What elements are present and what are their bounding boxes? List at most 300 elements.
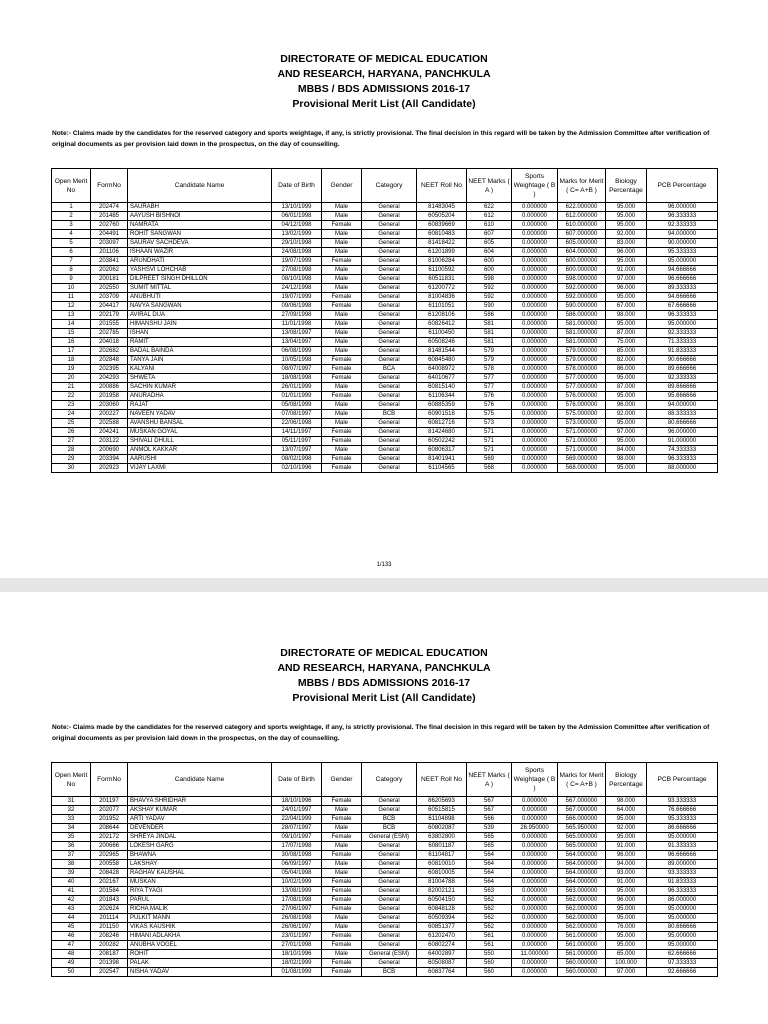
cell-candidate-name: AAYUSH BISHNOI [128,212,272,221]
cell-pcb-percentage: 94.000000 [647,230,718,239]
cell-biology-percentage: 87.000 [606,383,647,392]
cell-neet-roll-no: 82002121 [417,887,467,896]
cell-date-of-birth: 13/10/1999 [272,203,322,212]
cell-form-no: 201197 [91,797,128,806]
cell-form-no: 208246 [91,932,128,941]
cell-date-of-birth: 05/08/1999 [272,401,322,410]
cell-biology-percentage: 98.000 [606,311,647,320]
cell-category: General [362,797,417,806]
cell-candidate-name: ROHIT SANGWAN [128,230,272,239]
cell-sports-weightage: 0.000000 [512,932,558,941]
cell-pcb-percentage: 80.666666 [647,419,718,428]
cell-form-no: 208428 [91,869,128,878]
table-row [52,932,718,941]
cell-candidate-name: TANYA JAIN [128,356,272,365]
cell-merit-no: 27 [52,437,91,446]
cell-merit-no: 45 [52,923,91,932]
cell-form-no: 202682 [91,347,128,356]
column-header-marks-for-merit: Marks for Merit ( C= A+B ) [558,169,606,203]
cell-neet-roll-no: 60839669 [417,221,467,230]
cell-neet-marks: 571 [467,428,512,437]
table-row [52,923,718,932]
cell-date-of-birth: 08/10/1998 [272,275,322,284]
cell-date-of-birth: 22/06/1998 [272,419,322,428]
column-header-sports-weightage: Sports Weightage ( B ) [512,169,558,203]
cell-form-no: 203394 [91,455,128,464]
cell-category: General [362,266,417,275]
cell-gender: Male [322,266,362,275]
cell-form-no: 201958 [91,392,128,401]
cell-date-of-birth: 27/09/1998 [272,311,322,320]
column-header-biology-percentage: Biology Percentage [606,763,647,797]
cell-gender: Male [322,914,362,923]
cell-biology-percentage: 95.000 [606,419,647,428]
cell-date-of-birth: 26/08/1998 [272,914,322,923]
column-header-gender: Gender [322,169,362,203]
cell-merit-no: 1 [52,203,91,212]
table-row [52,878,718,887]
cell-pcb-percentage: 95.000000 [647,932,718,941]
cell-neet-roll-no: 60815140 [417,383,467,392]
column-header-pcb-percentage: PCB Percentage [647,763,718,797]
cell-gender: Female [322,428,362,437]
cell-sports-weightage: 0.000000 [512,392,558,401]
cell-neet-roll-no: 64010677 [417,374,467,383]
cell-category: General [362,428,417,437]
cell-neet-marks: 577 [467,383,512,392]
cell-marks-for-merit: 564.000000 [558,860,606,869]
cell-candidate-name: SUMIT MITTAL [128,284,272,293]
cell-neet-roll-no: 60845480 [417,356,467,365]
heading-line-1: DIRECTORATE OF MEDICAL EDUCATION [280,53,488,65]
cell-form-no: 201150 [91,923,128,932]
cell-candidate-name: PULKIT MANN [128,914,272,923]
cell-neet-marks: 612 [467,212,512,221]
cell-date-of-birth: 24/08/1998 [272,248,322,257]
cell-marks-for-merit: 610.000000 [558,221,606,230]
cell-pcb-percentage: 71.333333 [647,338,718,347]
cell-sports-weightage: 0.000000 [512,284,558,293]
cell-category: BCA [362,365,417,374]
cell-biology-percentage: 91.000 [606,842,647,851]
cell-neet-roll-no: 61104817 [417,851,467,860]
cell-category: General [362,302,417,311]
cell-neet-marks: 561 [467,932,512,941]
cell-pcb-percentage: 95.000000 [647,833,718,842]
table-row [52,356,718,365]
cell-marks-for-merit: 571.000000 [558,428,606,437]
cell-gender: Male [322,923,362,932]
cell-biology-percentage: 95.000 [606,257,647,266]
cell-biology-percentage: 83.000 [606,239,647,248]
cell-date-of-birth: 26/01/1999 [272,383,322,392]
cell-neet-marks: 592 [467,284,512,293]
cell-marks-for-merit: 562.000000 [558,905,606,914]
cell-candidate-name: SAURABH [128,203,272,212]
cell-merit-no: 10 [52,284,91,293]
table-row [52,455,718,464]
cell-gender: Male [322,842,362,851]
cell-form-no: 204417 [91,302,128,311]
cell-neet-roll-no: 61104565 [417,464,467,473]
cell-category: General [362,887,417,896]
cell-pcb-percentage: 92.333333 [647,329,718,338]
cell-neet-marks: 607 [467,230,512,239]
cell-sports-weightage: 0.000000 [512,896,558,905]
cell-neet-roll-no: 61208106 [417,311,467,320]
cell-neet-roll-no: 63802800 [417,833,467,842]
cell-sports-weightage: 0.000000 [512,320,558,329]
cell-category: BCB [362,410,417,419]
cell-pcb-percentage: 86.666666 [647,824,718,833]
cell-merit-no: 2 [52,212,91,221]
cell-form-no: 202588 [91,419,128,428]
column-header-form-no: FormNo [91,763,128,797]
cell-candidate-name: ANMOL KAKKAR [128,446,272,455]
cell-neet-roll-no: 61106344 [417,392,467,401]
cell-form-no: 203709 [91,293,128,302]
cell-neet-roll-no: 60810010 [417,860,467,869]
cell-form-no: 202848 [91,356,128,365]
cell-gender: Female [322,302,362,311]
cell-merit-no: 32 [52,806,91,815]
table-row [52,869,718,878]
cell-sports-weightage: 0.000000 [512,293,558,302]
table-row [52,833,718,842]
cell-merit-no: 22 [52,392,91,401]
table-row [52,293,718,302]
cell-marks-for-merit: 586.000000 [558,311,606,320]
cell-marks-for-merit: 607.000000 [558,230,606,239]
cell-sports-weightage: 0.000000 [512,221,558,230]
cell-sports-weightage: 0.000000 [512,311,558,320]
cell-marks-for-merit: 612.000000 [558,212,606,221]
column-header-sports-weightage: Sports Weightage ( B ) [512,763,558,797]
cell-sports-weightage: 0.000000 [512,914,558,923]
cell-sports-weightage: 0.000000 [512,887,558,896]
cell-neet-marks: 586 [467,311,512,320]
cell-pcb-percentage: 88.333333 [647,410,718,419]
cell-neet-roll-no: 60802087 [417,824,467,833]
cell-candidate-name: ARUNDHATI [128,257,272,266]
cell-sports-weightage: 0.000000 [512,842,558,851]
cell-marks-for-merit: 592.000000 [558,293,606,302]
cell-merit-no: 18 [52,356,91,365]
cell-gender: Male [322,338,362,347]
cell-neet-marks: 550 [467,950,512,959]
cell-date-of-birth: 13/08/1997 [272,329,322,338]
cell-date-of-birth: 13/08/1999 [272,887,322,896]
table-row [52,446,718,455]
cell-neet-marks: 575 [467,410,512,419]
cell-marks-for-merit: 575.000000 [558,410,606,419]
cell-marks-for-merit: 581.000000 [558,329,606,338]
cell-form-no: 201114 [91,914,128,923]
column-header-neet-marks: NEET Marks ( A ) [467,169,512,203]
cell-date-of-birth: 10/02/1999 [272,878,322,887]
cell-merit-no: 21 [52,383,91,392]
cell-neet-roll-no: 60511831 [417,275,467,284]
cell-marks-for-merit: 560.000000 [558,959,606,968]
cell-merit-no: 40 [52,878,91,887]
cell-candidate-name: LAKSHAY [128,860,272,869]
cell-marks-for-merit: 568.000000 [558,464,606,473]
cell-sports-weightage: 0.000000 [512,851,558,860]
cell-gender: Female [322,959,362,968]
cell-gender: Male [322,383,362,392]
cell-neet-roll-no: 60837764 [417,968,467,977]
cell-date-of-birth: 10/05/1998 [272,356,322,365]
column-header-form-no: FormNo [91,169,128,203]
table-row [52,464,718,473]
cell-form-no: 201952 [91,815,128,824]
cell-pcb-percentage: 94.666666 [647,293,718,302]
cell-merit-no: 49 [52,959,91,968]
cell-neet-roll-no: 60806317 [417,446,467,455]
cell-merit-no: 46 [52,932,91,941]
cell-pcb-percentage: 67.666666 [647,302,718,311]
cell-marks-for-merit: 622.000000 [558,203,606,212]
table-row [52,311,718,320]
cell-gender: Female [322,815,362,824]
cell-candidate-name: HIMANI ADLAKHA [128,932,272,941]
table-row [52,338,718,347]
cell-date-of-birth: 29/10/1998 [272,239,322,248]
cell-marks-for-merit: 573.000000 [558,419,606,428]
cell-form-no: 200227 [91,410,128,419]
cell-biology-percentage: 95.000 [606,905,647,914]
cell-gender: Male [322,419,362,428]
table-row [52,428,718,437]
cell-pcb-percentage: 89.666666 [647,383,718,392]
cell-sports-weightage: 0.000000 [512,905,558,914]
cell-neet-marks: 590 [467,302,512,311]
cell-gender: Female [322,392,362,401]
cell-form-no: 201584 [91,887,128,896]
cell-biology-percentage: 76.000 [606,923,647,932]
cell-neet-roll-no: 81483045 [417,203,467,212]
cell-merit-no: 48 [52,950,91,959]
cell-category: General [362,311,417,320]
cell-category: General [362,959,417,968]
cell-category: General [362,275,417,284]
cell-neet-roll-no: 81424680 [417,428,467,437]
table-row [52,851,718,860]
cell-date-of-birth: 30/08/1998 [272,851,322,860]
cell-neet-marks: 566 [467,815,512,824]
cell-form-no: 202785 [91,329,128,338]
table-row [52,239,718,248]
cell-form-no: 204491 [91,230,128,239]
cell-date-of-birth: 27/08/1998 [272,266,322,275]
cell-marks-for-merit: 564.000000 [558,878,606,887]
cell-neet-marks: 564 [467,869,512,878]
cell-neet-roll-no: 64008972 [417,365,467,374]
page-separator [0,578,768,592]
cell-candidate-name: SHREYA JINDAL [128,833,272,842]
cell-biology-percentage: 96.000 [606,896,647,905]
cell-neet-marks: 579 [467,356,512,365]
cell-sports-weightage: 0.000000 [512,212,558,221]
table-row [52,914,718,923]
provisional-note: Note:- Claims made by the candidates for the reserved category and sports weightage, if any, is strictly provisional. The final decision in this regard will be taken by the Admission Committee after verification of original documents as per provision laid down in the prospectus, on the day of counselling. [52,130,710,148]
cell-neet-roll-no: 60502242 [417,437,467,446]
cell-category: General [362,356,417,365]
cell-neet-marks: 567 [467,797,512,806]
cell-biology-percentage: 82.000 [606,356,647,365]
cell-category: BCB [362,968,417,977]
cell-category: General [362,374,417,383]
cell-neet-marks: 560 [467,968,512,977]
cell-form-no: 202547 [91,968,128,977]
cell-candidate-name: PARUL [128,896,272,905]
cell-neet-roll-no: 60812716 [417,419,467,428]
cell-form-no: 201398 [91,959,128,968]
cell-date-of-birth: 19/07/1999 [272,257,322,266]
cell-biology-percentage: 64.000 [606,806,647,815]
cell-sports-weightage: 0.000000 [512,923,558,932]
cell-candidate-name: NAVEEN YADAV [128,410,272,419]
heading-line-3: MBBS / BDS ADMISSIONS 2016-17 [297,677,471,689]
table-row [52,221,718,230]
cell-form-no: 202077 [91,806,128,815]
cell-merit-no: 33 [52,815,91,824]
cell-gender: Male [322,284,362,293]
cell-sports-weightage: 0.000000 [512,446,558,455]
cell-sports-weightage: 0.000000 [512,869,558,878]
cell-candidate-name: MUSKAN [128,878,272,887]
cell-neet-marks: 578 [467,365,512,374]
cell-neet-roll-no: 60515815 [417,806,467,815]
cell-biology-percentage: 95.000 [606,221,647,230]
cell-category: General (ESM) [362,950,417,959]
column-header-merit-no: Open Merit No [52,763,91,797]
cell-biology-percentage: 95.000 [606,833,647,842]
cell-sports-weightage: 0.000000 [512,401,558,410]
cell-candidate-name: RICHA MALIK [128,905,272,914]
cell-date-of-birth: 23/01/1997 [272,932,322,941]
column-header-date-of-birth: Date of Birth [272,763,322,797]
cell-gender: Male [322,446,362,455]
cell-candidate-name: NISHA YADAV [128,968,272,977]
cell-form-no: 200690 [91,446,128,455]
cell-merit-no: 31 [52,797,91,806]
cell-category: General [362,284,417,293]
cell-gender: Male [322,212,362,221]
column-header-neet-roll-no: NEET Roll No [417,169,467,203]
cell-neet-roll-no: 60885359 [417,401,467,410]
cell-sports-weightage: 0.000000 [512,302,558,311]
cell-category: General [362,446,417,455]
cell-candidate-name: AARUSHI [128,455,272,464]
cell-form-no: 202062 [91,266,128,275]
cell-merit-no: 4 [52,230,91,239]
cell-biology-percentage: 87.000 [606,329,647,338]
cell-merit-no: 34 [52,824,91,833]
cell-candidate-name: DILPREET SINGH DHILLON [128,275,272,284]
cell-neet-marks: 565 [467,833,512,842]
cell-merit-no: 15 [52,329,91,338]
cell-date-of-birth: 18/08/1998 [272,374,322,383]
cell-form-no: 201485 [91,212,128,221]
cell-sports-weightage: 0.000000 [512,356,558,365]
cell-biology-percentage: 92.000 [606,410,647,419]
cell-merit-no: 44 [52,914,91,923]
cell-neet-marks: 569 [467,455,512,464]
table-row [52,392,718,401]
cell-candidate-name: MUSKAN GOYAL [128,428,272,437]
cell-form-no: 200282 [91,941,128,950]
cell-candidate-name: ANUBHA VOGEL [128,941,272,950]
cell-biology-percentage: 95.000 [606,392,647,401]
cell-neet-roll-no: 61104898 [417,815,467,824]
cell-date-of-birth: 18/10/1996 [272,950,322,959]
table-row [52,896,718,905]
cell-form-no: 200666 [91,842,128,851]
cell-biology-percentage: 98.000 [606,455,647,464]
cell-gender: Male [322,824,362,833]
cell-marks-for-merit: 566.000000 [558,815,606,824]
cell-merit-no: 11 [52,293,91,302]
document-heading [0,646,768,706]
cell-neet-roll-no: 60509394 [417,914,467,923]
cell-date-of-birth: 13/07/1997 [272,446,322,455]
cell-merit-no: 8 [52,266,91,275]
cell-merit-no: 39 [52,869,91,878]
cell-form-no: 203097 [91,239,128,248]
cell-marks-for-merit: 600.000000 [558,266,606,275]
cell-category: General [362,212,417,221]
column-header-candidate-name: Candidate Name [128,169,272,203]
cell-gender: Female [322,437,362,446]
cell-pcb-percentage: 62.666666 [647,950,718,959]
cell-date-of-birth: 19/07/1999 [272,293,322,302]
cell-sports-weightage: 0.000000 [512,941,558,950]
cell-merit-no: 7 [52,257,91,266]
cell-date-of-birth: 17/07/1998 [272,842,322,851]
cell-biology-percentage: 84.000 [606,446,647,455]
cell-pcb-percentage: 95.000000 [647,941,718,950]
cell-neet-roll-no: 60504150 [417,896,467,905]
table-row [52,329,718,338]
cell-form-no: 204018 [91,338,128,347]
cell-category: General [362,842,417,851]
cell-category: General [362,248,417,257]
cell-gender: Male [322,347,362,356]
cell-candidate-name: AVANSHU BANSAL [128,419,272,428]
cell-biology-percentage: 95.000 [606,914,647,923]
table-row [52,815,718,824]
merit-table [51,762,718,977]
cell-neet-roll-no: 61201899 [417,248,467,257]
table-row [52,824,718,833]
table-row [52,266,718,275]
cell-sports-weightage: 0.000000 [512,239,558,248]
cell-sports-weightage: 0.000000 [512,410,558,419]
cell-candidate-name: BHAVYA SHRIDHAR [128,797,272,806]
cell-biology-percentage: 86.000 [606,365,647,374]
cell-merit-no: 47 [52,941,91,950]
cell-merit-no: 19 [52,365,91,374]
column-header-neet-marks: NEET Marks ( A ) [467,763,512,797]
cell-gender: Female [322,221,362,230]
heading-line-4: Provisional Merit List (All Candidate) [292,98,476,110]
table-row [52,806,718,815]
cell-date-of-birth: 01/01/1999 [272,392,322,401]
cell-pcb-percentage: 96.000000 [647,428,718,437]
cell-merit-no: 6 [52,248,91,257]
cell-biology-percentage: 96.000 [606,284,647,293]
